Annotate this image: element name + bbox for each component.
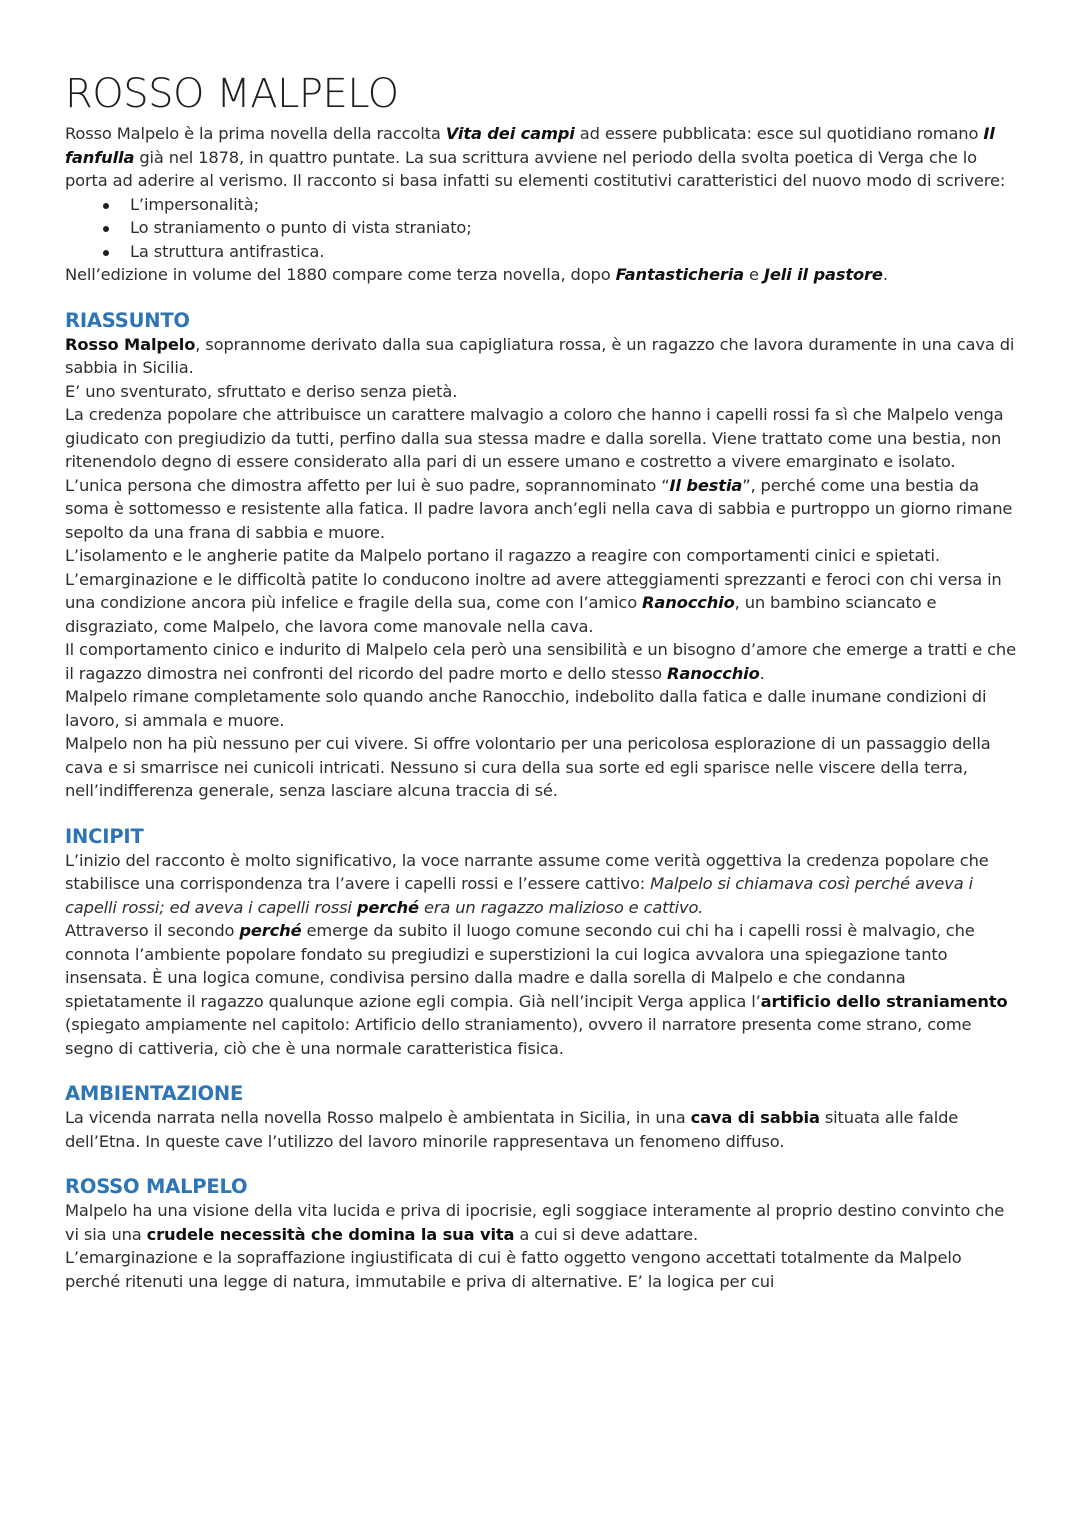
section-heading-riassunto: RIASSUNTO (65, 308, 190, 332)
riassunto-paragraph: L’isolamento e le angherie patite da Malpelo portano il ragazzo a reagire con comportamenti cinici e spietati. L’emarginazione e le difficoltà patite lo conducono inoltre ad avere atteggiamenti sprezzanti e feroci con chi versa in una condizione ancora più infelice e fragile della sua, come con l’amico Ranocchio, un bambino sciancato e disgraziato, come Malpelo, che lavora come manovale nella cava. (65, 546, 1002, 636)
riassunto-paragraph: Malpelo non ha più nessuno per cui vivere. Si offre volontario per una pericolosa esplorazione di un passaggio della cava e si smarrisce nei cunicoli intricati. Nessuno si cura della sua sorte ed egli sparisce nelle viscere della terra, nell’indifferenza generale, senza lasciare alcuna traccia di sé. (65, 734, 991, 800)
rosso-malpelo-paragraph: Malpelo ha una visione della vita lucida e priva di ipocrisie, egli soggiace interamente al proprio destino convinto che vi sia una crudele necessità che domina la sua vita a cui si deve adattare. (65, 1201, 1005, 1244)
riassunto-paragraph: Rosso Malpelo, soprannome derivato dalla sua capigliatura rossa, è un ragazzo che lavora duramente in una cava di sabbia in Sicilia. (65, 334, 1015, 377)
elements-list (65, 193, 1020, 264)
ambientazione-paragraph: La vicenda narrata nella novella Rosso malpelo è ambientata in Sicilia, in una cava di sabbia situata alle falde dell’Etna. In queste cave l’utilizzo del lavoro minorile rappresentava un fenomeno diffuso. (65, 1108, 959, 1151)
incipit-paragraph: Attraverso il secondo perché emerge da subito il luogo comune secondo cui chi ha i capelli rossi è malvagio, che connota l’ambiente popolare fondato su pregiudizi e superstizioni la cui logica avvalora una spiegazione tanto insensata. È una logica comune, condivisa persino dalla madre e dalla sorella di Malpelo e che condanna spietatamente il ragazzo qualunque azione egli compia. Già nell’incipit Verga applica l’artificio dello straniamento (spiegato ampiamente nel capitolo: Artificio dello straniamento), ovvero il narratore presenta come strano, come segno di cattiveria, ciò che è una normale caratteristica fisica. (65, 921, 1008, 1058)
intro-paragraph: Rosso Malpelo è la prima novella della raccolta Vita dei campi ad essere pubblicata: esce sul quotidiano romano Il fanfulla già nel 1878, in quattro puntate. La sua scrittura avviene nel periodo della svolta poetica di Verga che lo porta ad aderire al verismo. Il racconto si basa infatti su elementi costitutivi caratteristici del nuovo modo di scrivere: (65, 124, 1006, 190)
section-heading-ambientazione: AMBIENTAZIONE (65, 1082, 244, 1105)
page-title: ROSSO MALPELO (65, 71, 399, 117)
rosso-malpelo-paragraph: L’emarginazione e la sopraffazione ingiustificata di cui è fatto oggetto vengono accettati totalmente da Malpelo perché ritenuti una legge di natura, immutabile e priva di alternative. E’ la logica per cui (65, 1248, 962, 1291)
riassunto-paragraph: Malpelo rimane completamente solo quando anche Ranocchio, indebolito dalla fatica e dalle inumane condizioni di lavoro, si ammala e muore. (65, 687, 987, 730)
list-item: La struttura antifrastica. (103, 240, 1020, 264)
incipit-paragraph: L’inizio del racconto è molto significativo, la voce narrante assume come verità oggettiva la credenza popolare che stabilisce una corrispondenza tra l’avere i capelli rossi e l’essere cattivo: Malpelo si chiamava così perché aveva i capelli rossi; ed aveva i capelli rossi perché era un ragazzo malizioso e cattivo. (65, 850, 989, 917)
riassunto-paragraph: E’ uno sventurato, sfruttato e deriso senza pietà. (65, 381, 458, 401)
list-item: Lo straniamento o punto di vista straniato; (103, 216, 1020, 240)
document-page (65, 70, 1020, 1293)
riassunto-paragraph: L’unica persona che dimostra affetto per lui è suo padre, soprannominato “Il bestia”, perché come una bestia da soma è sottomesso e resistente alla fatica. Il padre lavora anch’egli nella cava di sabbia e purtroppo un giorno rimane sepolto da una frana di sabbia e muore. (65, 475, 1013, 542)
book-title-vita-dei-campi: Vita dei campi (445, 124, 575, 143)
riassunto-paragraph: La credenza popolare che attribuisce un carattere malvagio a coloro che hanno i capelli rossi fa sì che Malpelo venga giudicato con pregiudizio da tutti, perfino dalla sua stessa madre e dalla sorella. Viene trattato come una bestia, non ritenendolo degno di essere considerato alla pari di un essere umano e costretto a vivere emarginato e isolato. (65, 405, 1004, 471)
newspaper-title: Il fanfulla (65, 124, 995, 167)
section-heading-rosso-malpelo: ROSSO MALPELO (65, 1175, 248, 1198)
section-heading-incipit: INCIPIT (65, 824, 144, 848)
riassunto-paragraph: Il comportamento cinico e indurito di Malpelo cela però una sensibilità e un bisogno d’amore che emerge a tratti e che il ragazzo dimostra nei confronti del ricordo del padre morto e dello stesso Ranocchio. (65, 640, 1016, 683)
edition-paragraph: Nell’edizione in volume del 1880 compare come terza novella, dopo Fantasticheria e Jeli il pastore. (65, 265, 888, 284)
list-item: L’impersonalità; (103, 193, 1020, 217)
